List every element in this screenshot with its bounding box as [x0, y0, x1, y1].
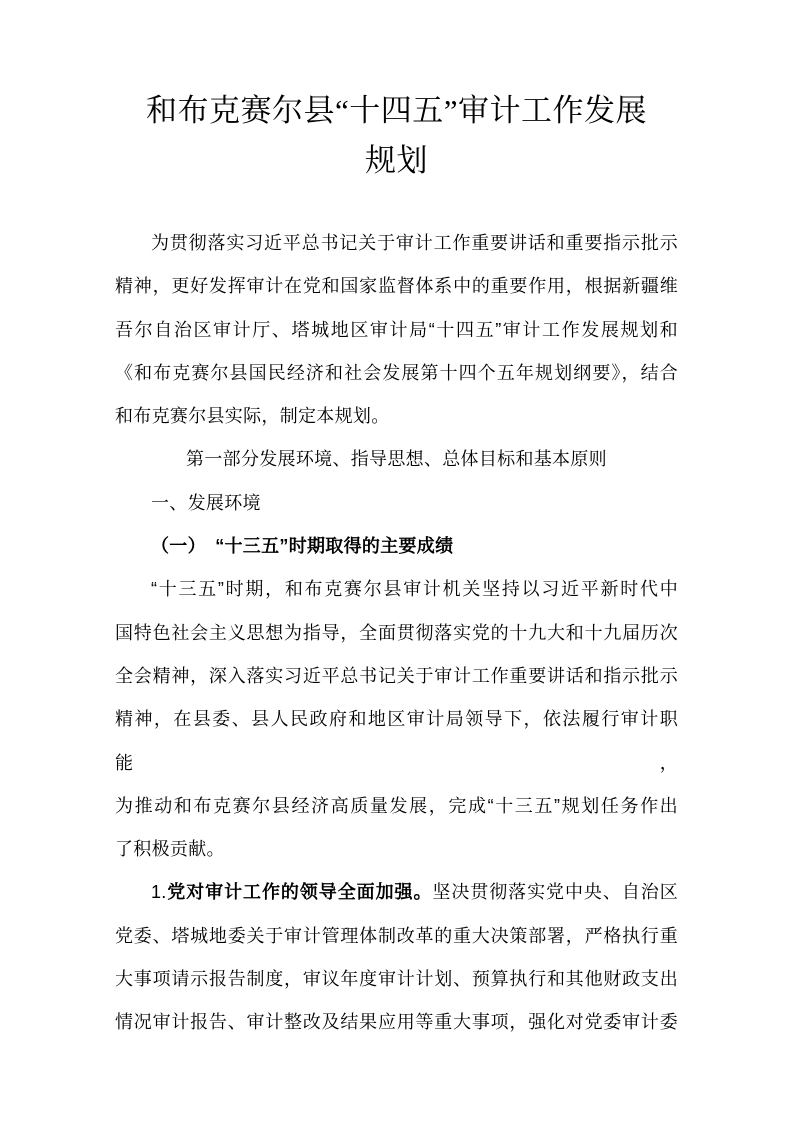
item-number: 1.	[151, 882, 167, 903]
paragraph-party-leadership	[115, 871, 678, 1044]
text-line: “十三五”时期，和布克赛尔县审计机关坚持以习近平新时代中	[151, 579, 678, 600]
lead-rest-text: 坚决贯彻落实党中央、自治区	[432, 882, 678, 903]
title-line-2: 规划	[365, 143, 428, 178]
paragraph-thirteenth-five	[115, 568, 678, 871]
subsection-heading: （一） “十三五”时期取得的主要成绩	[151, 536, 454, 557]
text-line: 大事项请示报告制度，审议年度审计计划、预算执行和其他财政支出	[115, 969, 678, 990]
text-line: 了积极贡献。	[115, 839, 225, 860]
bold-lead-text: 党对审计工作的领导全面加强。	[166, 882, 433, 903]
text-line: 情况审计报告、审计整改及结果应用等重大事项，强化对党委审计委	[115, 1012, 678, 1033]
text-line: 吾尔自治区审计厅、塔城地区审计局“十四五”审计工作发展规划和	[115, 319, 678, 340]
text-line: 为推动和布克赛尔县经济高质量发展，完成“十三五”规划任务作出	[115, 795, 678, 816]
document-body	[115, 222, 678, 1045]
text-line: 党委、塔城地委关于审计管理体制改革的重大决策部署，严格执行重	[115, 925, 678, 946]
part-heading: 第一部分发展环境、指导思想、总体目标和基本原则	[186, 449, 607, 470]
text-line: 和布克赛尔县实际，制定本规划。	[115, 406, 390, 427]
title-line-1: 和布克赛尔县“十四五”审计工作发展	[145, 93, 648, 128]
text-line: 国特色社会主义思想为指导，全面贯彻落实党的十九大和十九届历次	[115, 622, 678, 643]
text-line	[115, 871, 678, 914]
document-title	[115, 86, 678, 186]
text-line: 精神，在县委、县人民政府和地区审计局领导下，依法履行审计职能，	[115, 709, 678, 773]
text-line: 全会精神，深入落实习近平总书记关于审计工作重要讲话和指示批示	[115, 665, 678, 686]
paragraph-intro	[115, 222, 678, 438]
text-line: 精神，更好发挥审计在党和国家监督体系中的重要作用，根据新疆维	[115, 276, 678, 297]
text-line: 《和布克赛尔县国民经济和社会发展第十四个五年规划纲要》，结合	[115, 362, 678, 383]
document-content	[115, 0, 678, 1045]
section-heading: 一、发展环境	[151, 492, 261, 513]
text-line: 为贯彻落实习近平总书记关于审计工作重要讲话和重要指示批示	[151, 233, 678, 253]
